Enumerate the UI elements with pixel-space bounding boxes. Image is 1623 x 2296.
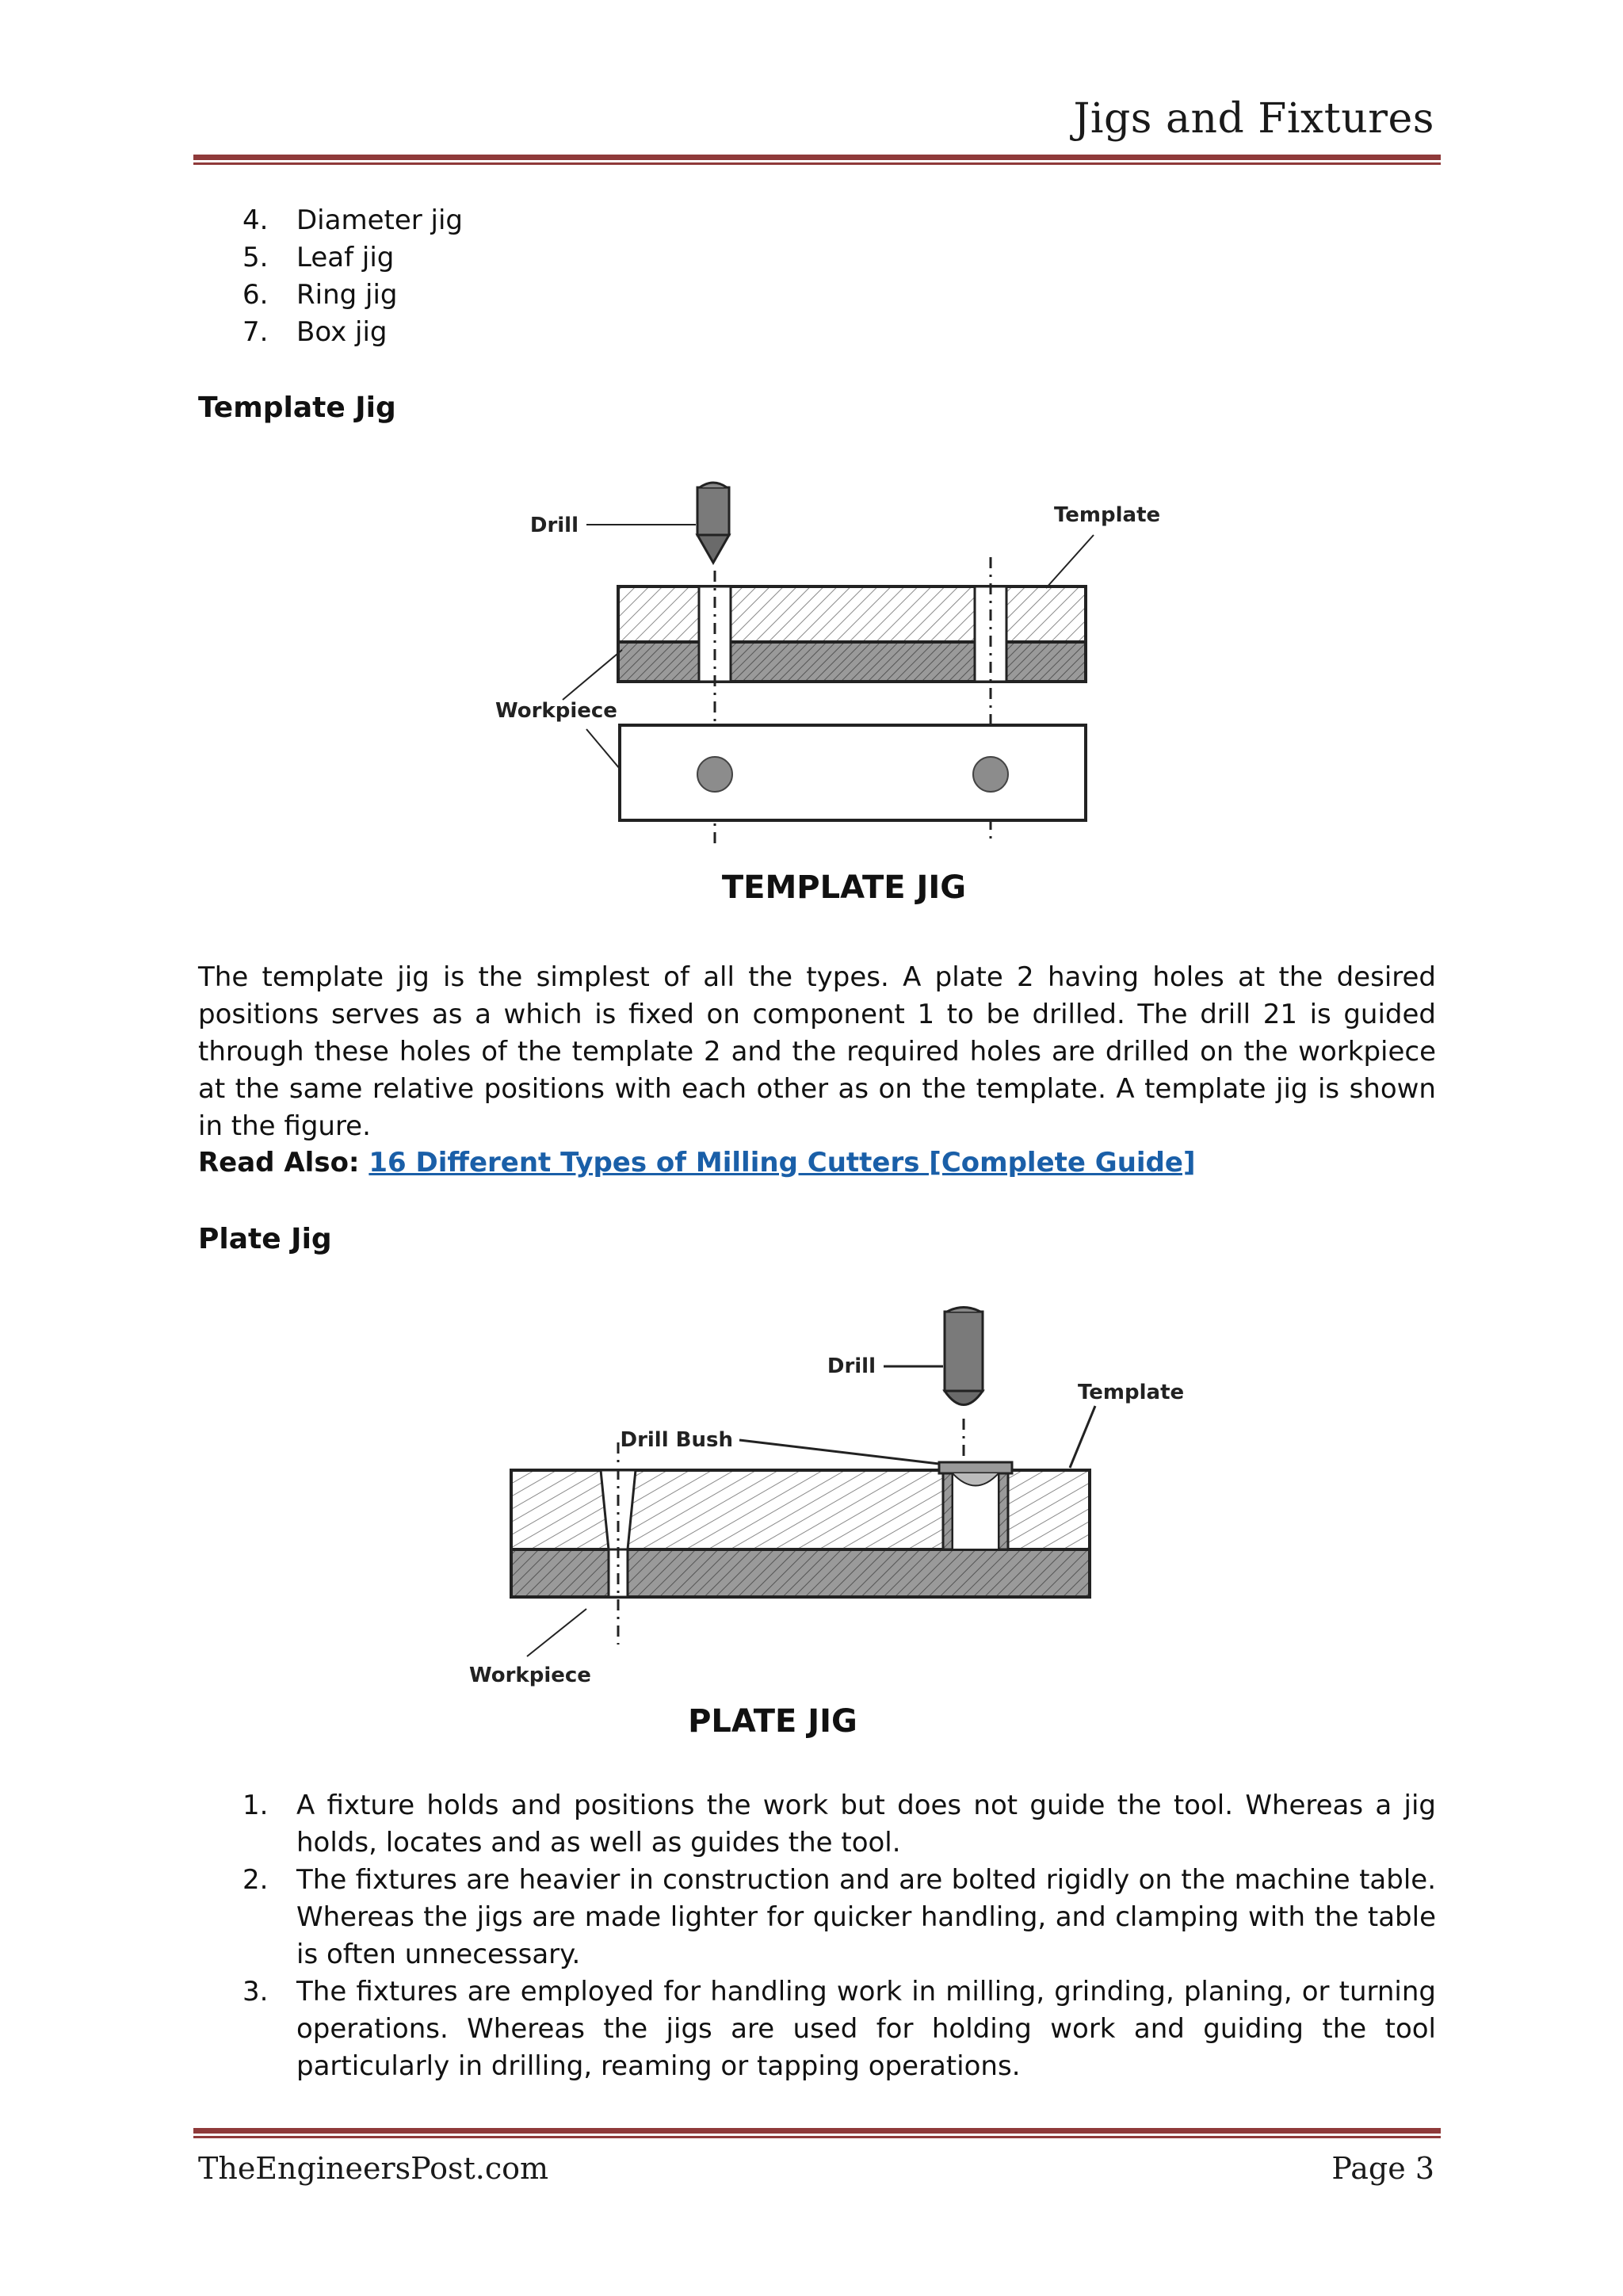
plate-jig-caption: PLATE JIG xyxy=(688,1703,857,1740)
footer-page-number: Page 3 xyxy=(1331,2151,1434,2186)
label-template: Template xyxy=(1054,503,1161,527)
drilled-hole-left xyxy=(697,757,732,792)
read-also xyxy=(198,1147,1195,1179)
template-jig-figure xyxy=(475,464,1189,923)
template-jig-heading: Template Jig xyxy=(198,392,396,424)
footer-rule xyxy=(193,2128,1441,2138)
list-item: 6. Ring jig xyxy=(242,279,398,311)
workpiece-leader xyxy=(527,1609,586,1656)
list-item: 2. The fixtures are heavier in construction and are bolted rigidly on the machine table. Whereas the jigs are made lighter for quicker handling, and clamping with the table is often unnecessary. xyxy=(242,1864,1436,1970)
drill-bush-leader xyxy=(739,1440,939,1464)
plate-jig-heading: Plate Jig xyxy=(198,1223,332,1255)
footer-site: TheEngineersPost.com xyxy=(198,2151,549,2186)
workpiece-leader-top xyxy=(563,650,622,700)
label-workpiece: Workpiece xyxy=(469,1664,591,1687)
types-list-continued xyxy=(193,202,463,351)
label-drill: Drill xyxy=(529,514,579,537)
label-template: Template xyxy=(1078,1381,1185,1404)
list-item: 7. Box jig xyxy=(242,316,388,348)
template-plate xyxy=(618,586,1086,642)
read-also-label: Read Also: xyxy=(198,1147,360,1179)
drilled-hole-right xyxy=(973,757,1008,792)
page-header-title: Jigs and Fixtures xyxy=(1073,95,1434,143)
differences-list xyxy=(193,1787,1441,2085)
template-leader xyxy=(1070,1406,1095,1468)
drill-bit xyxy=(697,483,729,563)
workpiece-section xyxy=(618,642,1086,682)
list-item: 3. The fixtures are employed for handling work in milling, grinding, planing, or turning operations. Whereas the jigs are used for holding work and guiding the tool particularly in drilling, reaming or tapping operations. xyxy=(242,1976,1436,2082)
list-item: 1. A fixture holds and positions the work but does not guide the tool. Whereas a jig holds, locates and as well as guides the tool. xyxy=(242,1790,1436,1859)
template-jig-caption: TEMPLATE JIG xyxy=(721,869,967,906)
read-also-link[interactable]: 16 Different Types of Milling Cutters [Complete Guide] xyxy=(369,1147,1196,1179)
template-jig-paragraph: The template jig is the simplest of all the types. A plate 2 having holes at the desired positions serves as a which is fixed on component 1 to be drilled. The drill 21 is guided through these holes of the template 2 and the required holes are drilled on the workpiece at the same relative positions with each other as on the template. A template jig is shown in the figure. xyxy=(198,961,1436,1142)
template-leader xyxy=(1046,535,1094,588)
drill-bush xyxy=(939,1462,1012,1549)
plate-jig-figure xyxy=(452,1300,1212,1744)
drill-bit xyxy=(945,1308,983,1405)
workpiece-plan xyxy=(620,725,1086,820)
list-item: 4. Diameter jig xyxy=(242,204,464,236)
label-drill: Drill xyxy=(827,1354,876,1378)
workpiece-section xyxy=(511,1549,1090,1597)
label-drill-bush: Drill Bush xyxy=(620,1428,733,1452)
label-workpiece: Workpiece xyxy=(495,699,617,723)
list-item: 5. Leaf jig xyxy=(242,242,395,273)
header-rule xyxy=(193,155,1441,165)
workpiece-leader-bottom xyxy=(586,729,620,769)
